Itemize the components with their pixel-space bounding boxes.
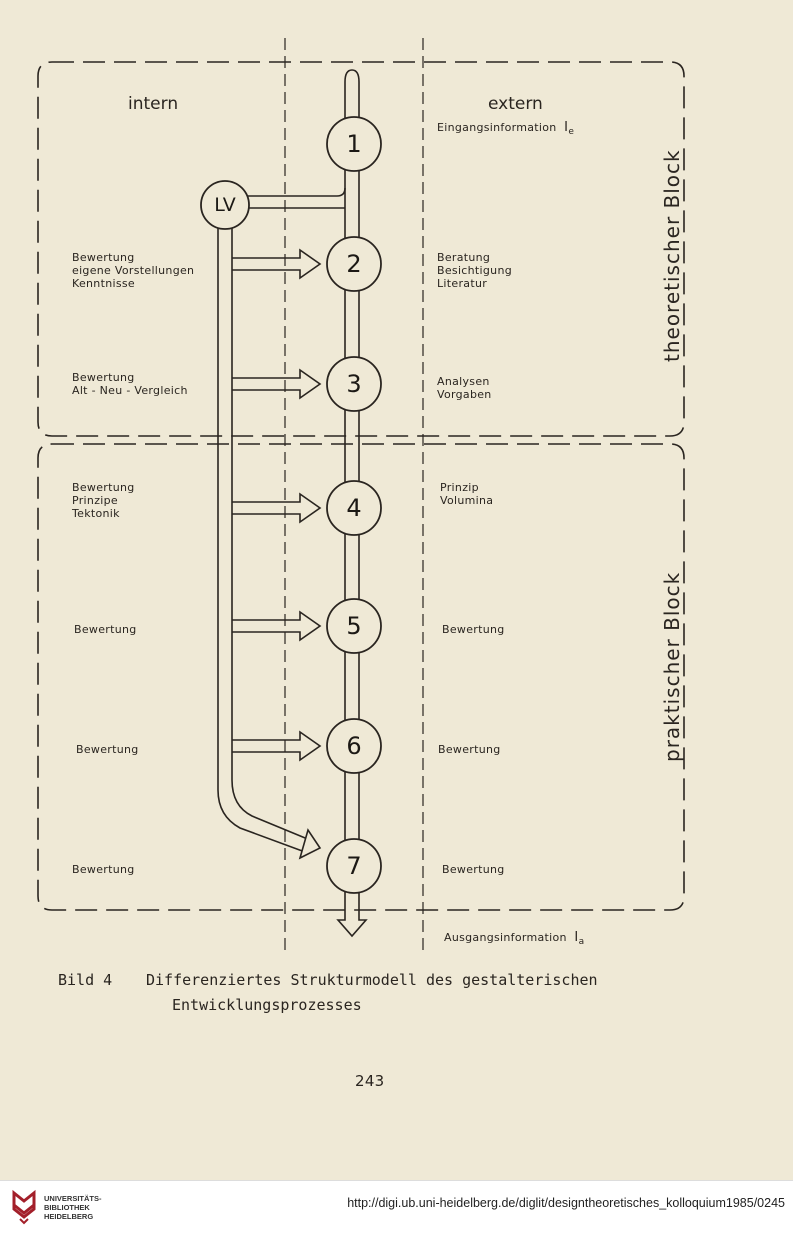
step-2-extern-label: Beratung Besichtigung Literatur: [437, 251, 512, 290]
theoretical-block-label: theoretischer Block: [660, 149, 684, 362]
input-information-label: Eingangsinformation $I_e$: [437, 120, 575, 138]
step-4-extern-label: Prinzip Volumina: [440, 481, 494, 507]
step-number-6: 6: [346, 732, 362, 760]
step-number-3: 3: [346, 370, 362, 398]
step-3-intern-label: Bewertung Alt - Neu - Vergleich: [72, 371, 188, 397]
step-5-intern-label: Bewertung: [74, 623, 137, 636]
source-url-link[interactable]: http://digi.ub.uni-heidelberg.de/diglit/designtheoretisches_kolloquium1985/0245: [347, 1196, 785, 1210]
column-heading-extern: extern: [488, 94, 543, 114]
step-number-7: 7: [346, 852, 362, 880]
caption-line-1: Differenziertes Strukturmodell des gestalterischen: [146, 971, 598, 989]
step-number-5: 5: [346, 612, 362, 640]
library-name-line-3: HEIDELBERG: [44, 1212, 94, 1221]
step-3-extern-label: Analysen Vorgaben: [437, 375, 492, 401]
practical-block-label: praktischer Block: [660, 571, 684, 762]
feedback-arrows: [232, 250, 320, 760]
step-2-intern-label: Bewertung eigene Vorstellungen Kenntnisse: [72, 251, 195, 290]
column-heading-intern: intern: [128, 94, 179, 114]
step-number-2: 2: [346, 250, 362, 278]
figure-label: Bild 4: [58, 971, 113, 989]
page-number: 243: [355, 1072, 385, 1090]
step-number-4: 4: [346, 494, 362, 522]
step-6-intern-label: Bewertung: [76, 743, 139, 756]
step-7-extern-label: Bewertung: [442, 863, 505, 876]
library-footer: [0, 1180, 793, 1238]
lv-feedback-pipe: [218, 228, 310, 852]
step-6-extern-label: Bewertung: [438, 743, 501, 756]
step-7-intern-label: Bewertung: [72, 863, 135, 876]
output-information-label: Ausgangsinformation $I_a$: [444, 930, 585, 948]
step-4-intern-label: Bewertung Prinzipe Tektonik: [72, 481, 135, 520]
step-number-1: 1: [346, 130, 362, 158]
lv-label: LV: [214, 194, 236, 216]
library-name-line-1: UNIVERSITÄTS-: [44, 1194, 102, 1203]
library-name-line-2: BIBLIOTHEK: [44, 1203, 90, 1212]
lv-connector: [246, 188, 345, 208]
step-5-extern-label: Bewertung: [442, 623, 505, 636]
library-logo-icon: [10, 1189, 38, 1227]
caption-line-2: Entwicklungsprozesses: [172, 996, 362, 1014]
